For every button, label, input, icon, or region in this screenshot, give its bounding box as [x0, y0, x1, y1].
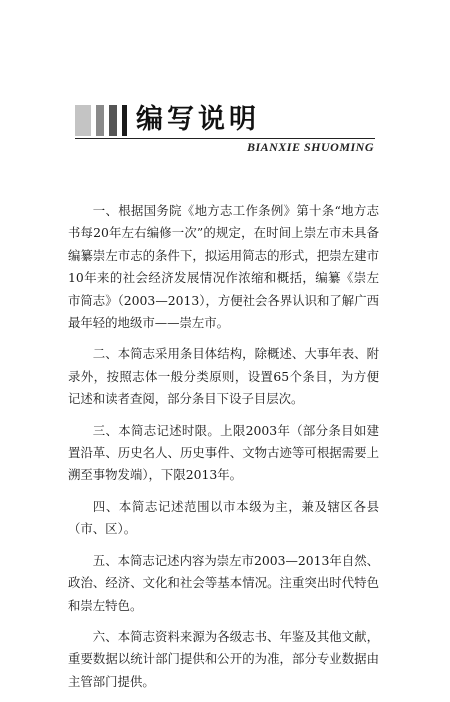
title-divider — [75, 138, 375, 139]
paragraph: 二、本简志采用条目体结构，除概述、大事年表、附录外，按照志体一般分类原则，设置65个条目，为方便记述和读者查阅，部分条目下设子目层次。 — [68, 346, 379, 407]
paragraph: 三、本简志记述时限。上限2003年（部分条目如建置沿革、历史名人、历史事件、文物古迹等可根据需要上溯至事物发端），下限2013年。 — [68, 422, 379, 483]
decorative-bar — [122, 105, 127, 136]
decorative-bar — [96, 105, 104, 136]
paragraph: 一、根据国务院《地方志工作条例》第十条“地方志书每20年左右编修一次”的规定，在时间上崇左市未具备编纂崇左市志的条件下，拟运用简志的形式，把崇左建市10年来的社会经济发展情况作浓缩和概括，编纂《崇左市简志》（2003—2013），方便社会各界认识和了解广西最年轻的地级市——崇左市。 — [68, 203, 379, 331]
decorative-bar — [109, 105, 117, 136]
paragraph: 五、本简志记述内容为崇左市2003—2013年自然、政治、经济、文化和社会等基本情况。注重突出时代特色和崇左特色。 — [68, 552, 379, 613]
body-text — [68, 200, 379, 702]
decorative-bar — [75, 105, 91, 136]
page-title: 编写说明 — [136, 104, 260, 135]
section-header — [75, 103, 260, 137]
paragraph: 四、本简志记述范围以市本级为主，兼及辖区各县（市、区）。 — [68, 498, 379, 537]
page-subtitle: BIANXIE SHUOMING — [246, 140, 374, 154]
paragraph: 六、本简志资料来源为各级志书、年鉴及其他文献，重要数据以统计部门提供和公开的为准，部分专业数据由主管部门提供。 — [68, 628, 379, 689]
